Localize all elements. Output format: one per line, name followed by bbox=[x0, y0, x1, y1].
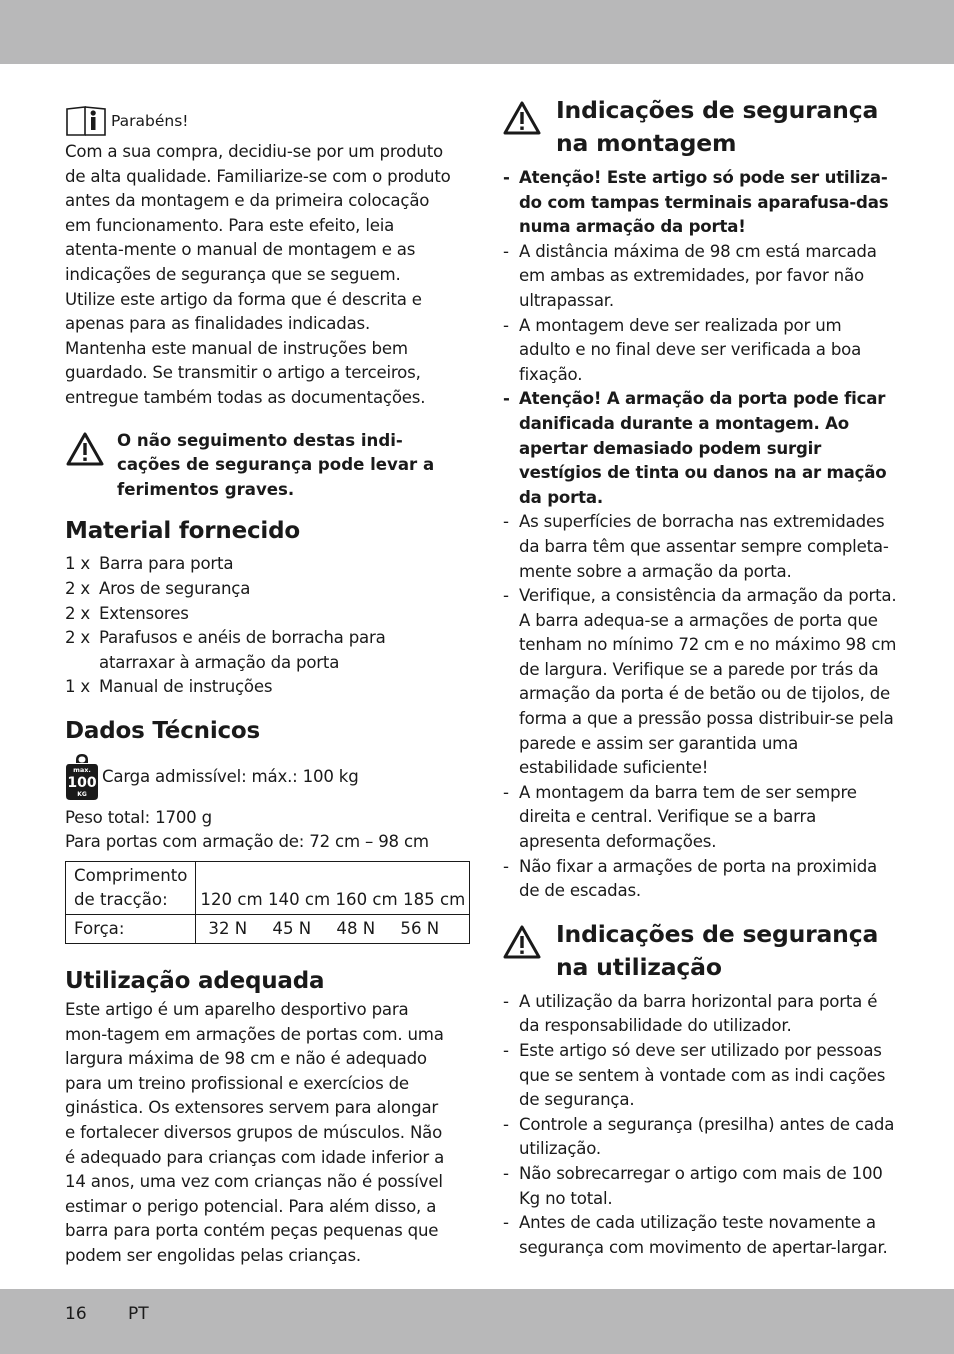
usage-title: Utilização adequada bbox=[65, 968, 325, 995]
max-weight-icon bbox=[65, 752, 99, 802]
force-value: 32 N bbox=[208, 919, 248, 939]
right-column bbox=[502, 94, 897, 1260]
left-column bbox=[65, 104, 466, 1269]
list-item: - Não sobrecarregar o artigo com mais de 100 Kg no total. bbox=[502, 1162, 897, 1211]
language-code: PT bbox=[128, 1304, 149, 1324]
force-value: 56 N bbox=[400, 919, 440, 939]
table-row bbox=[66, 862, 470, 915]
item-quantity: 2 x bbox=[65, 578, 91, 598]
table-label-force: Força: bbox=[66, 915, 196, 944]
warning-icon bbox=[502, 924, 542, 960]
length-value: 160 cm bbox=[335, 890, 398, 910]
safety-mount-list bbox=[502, 166, 897, 904]
safety-mount-title: Indicações de segurança na montagem bbox=[556, 96, 879, 157]
material-list bbox=[65, 552, 453, 700]
list-item: - Este artigo só deve ser utilizado por pessoas que se sentem à vontade com as indi cações de segurança. bbox=[502, 1039, 897, 1113]
max-weight-top: max. bbox=[73, 765, 91, 774]
item-text: Extensores bbox=[99, 603, 189, 623]
list-item bbox=[65, 626, 453, 675]
manual-info-icon bbox=[65, 105, 107, 137]
list-item: - A utilização da barra horizontal para porta é da responsabilidade do utilizador. bbox=[502, 990, 897, 1039]
table-values-length bbox=[196, 862, 470, 915]
length-value: 120 cm bbox=[200, 890, 263, 910]
safety-mount-header bbox=[502, 94, 897, 160]
item-quantity: 1 x bbox=[65, 554, 91, 574]
frame-range: Para portas com armação de: 72 cm – 98 cm bbox=[65, 832, 429, 852]
safety-use-list bbox=[502, 990, 897, 1261]
safety-use-header bbox=[502, 918, 897, 984]
total-weight: Peso total: 1700 g bbox=[65, 807, 212, 827]
list-item: - A montagem deve ser realizada por um adulto e no final deve ser verificada a boa fixação. bbox=[502, 314, 897, 388]
material-title: Material fornecido bbox=[65, 518, 300, 545]
intro-warning bbox=[65, 429, 453, 503]
max-weight-unit: KG bbox=[77, 790, 87, 798]
item-quantity: 2 x bbox=[65, 603, 91, 623]
item-text: Aros de segurança bbox=[99, 578, 251, 598]
item-text: Barra para porta bbox=[99, 554, 234, 574]
list-item: - A montagem da barra tem de ser sempre direita e central. Verifique se a barra apresenta deformações. bbox=[502, 781, 897, 855]
list-item: - Não fixar a armações de porta na proximida de de escadas. bbox=[502, 855, 897, 904]
list-item bbox=[65, 552, 453, 577]
list-item: - As superfícies de borracha nas extremidades da barra têm que assentar sempre completa-mente sobre a armação da porta. bbox=[502, 510, 897, 584]
length-value: 185 cm bbox=[403, 890, 466, 910]
list-item bbox=[65, 577, 453, 602]
page-number: 16 bbox=[65, 1304, 87, 1324]
item-quantity: 1 x bbox=[65, 677, 91, 697]
usage-text: Este artigo é um aparelho desportivo para mon-tagem em armações de portas com. uma largura máxima de 98 cm e não é adequado para um treino profissional e exercícios de ginástica. Os extensores servem para alongar e fortalecer diversos grupos de músculos. Não é adequado para crianças com idade inferior a 14 anos, uma vez com crianças não é possível estimar o perigo potencial. Para além disso, a barra para porta contém peças pequenas que podem ser engolidas pelas crianças. bbox=[65, 1000, 445, 1265]
max-weight-value: 100 bbox=[67, 774, 97, 791]
intro-text: Com a sua compra, decidiu-se por um produto de alta qualidade. Familiarize-se com o produto antes da montagem e da primeira colocação em funcionamento. Para este efeito, leia atenta-mente o manual de montagem e as indicações de segurança que se seguem. Utilize este artigo da forma que é descrita e apenas para as finalidades indicadas. Mantenha este manual de instruções bem guardado. Se transmitir o artigo a terceiros, entregue também todas as documentações. bbox=[65, 142, 451, 407]
list-item: - Antes de cada utilização teste novamente a segurança com movimento de apertar-largar. bbox=[502, 1211, 897, 1260]
header-bar bbox=[0, 0, 954, 64]
intro-header bbox=[65, 104, 453, 138]
list-item: - Controle a segurança (presilha) antes de cada utilização. bbox=[502, 1113, 897, 1162]
item-quantity: 2 x bbox=[65, 628, 91, 648]
list-item: - Verifique, a consistência da armação da porta. A barra adequa-se a armações de porta que tenham no mínimo 72 cm e no máximo 98 cm de largura. Verifique se a parede por trás da armação da porta é de betão ou de tijolos, de forma a que a pressão possa distribuir-se pela parede e assim ser garantida uma estabilidade suficiente! bbox=[502, 584, 897, 781]
warning-icon bbox=[502, 100, 542, 136]
tech-title: Dados Técnicos bbox=[65, 717, 261, 744]
list-item: - A distância máxima de 98 cm está marcada em ambas as extremidades, por favor não ultrapassar. bbox=[502, 240, 897, 314]
safety-use-title: Indicações de segurança na utilização bbox=[556, 919, 879, 981]
table-values-force bbox=[196, 915, 470, 944]
intro-warning-text: O não seguimento destas indi-cações de segurança pode levar a ferimentos graves. bbox=[117, 430, 435, 499]
warning-icon bbox=[65, 431, 105, 467]
list-item bbox=[65, 602, 453, 627]
spec-table bbox=[65, 861, 470, 944]
intro-label: Parabéns! bbox=[111, 112, 189, 130]
table-row bbox=[66, 915, 470, 944]
list-item: - Atenção! Este artigo só pode ser utiliza-do com tampas terminais aparafusa-das numa armação da porta! bbox=[502, 166, 897, 240]
item-text: Manual de instruções bbox=[99, 677, 273, 697]
length-value: 140 cm bbox=[267, 890, 331, 910]
item-text: Parafusos e anéis de borracha para atarraxar à armação da porta bbox=[99, 628, 386, 672]
load-text: Carga admissível: máx.: 100 kg bbox=[102, 766, 359, 786]
force-value: 48 N bbox=[336, 919, 376, 939]
list-item: - Atenção! A armação da porta pode ficar danificada durante a montagem. Ao apertar demasiado podem surgir vestígios de tinta ou danos na ar mação da porta. bbox=[502, 387, 897, 510]
table-label-length: Comprimento de tracção: bbox=[66, 862, 196, 915]
force-value: 45 N bbox=[272, 919, 312, 939]
list-item bbox=[65, 675, 453, 700]
load-row bbox=[65, 752, 453, 802]
